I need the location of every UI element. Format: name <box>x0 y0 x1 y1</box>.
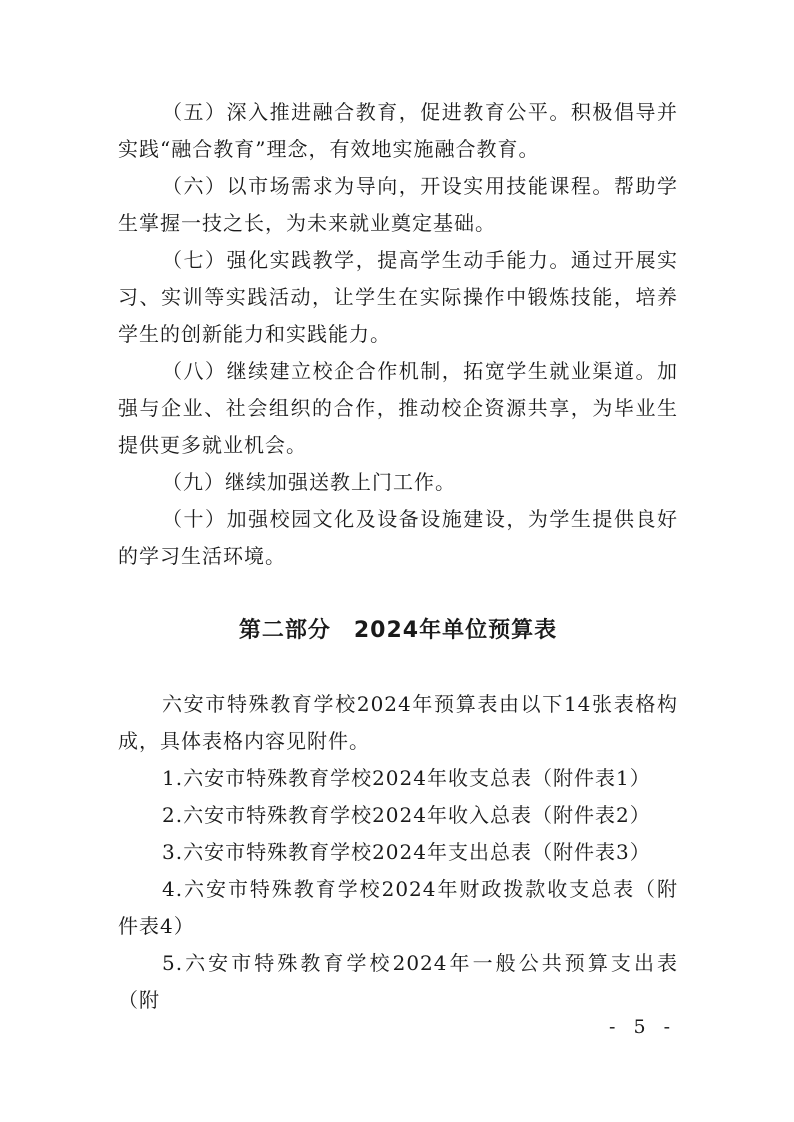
paragraph-8: （八）继续建立校企合作机制，拓宽学生就业渠道。加强与企业、社会组织的合作，推动校企资源共享，为毕业生提供更多就业机会。 <box>118 359 678 457</box>
spacer-before-heading <box>118 575 678 612</box>
list-item-4: 4.六安市特殊教育学校2024年财政拨款收支总表（附件表4） <box>118 877 678 938</box>
paragraph-9: （九）继续加强送教上门工作。 <box>162 470 456 494</box>
page-number: - 5 - <box>608 1016 676 1038</box>
list-item-3: 3.六安市特殊教育学校2024年支出总表（附件表3） <box>162 840 651 864</box>
list-item-5: 5.六安市特殊教育学校2024年一般公共预算支出表（附 <box>118 951 678 1012</box>
list-item-1: 1.六安市特殊教育学校2024年收支总表（附件表1） <box>162 766 651 790</box>
paragraph-5: （五）深入推进融合教育，促进教育公平。积极倡导并实践“融合教育”理念，有效地实施融合教育。 <box>118 100 678 161</box>
document-body <box>118 94 678 1019</box>
spacer-after-heading <box>118 649 678 686</box>
paragraph-7: （七）强化实践教学，提高学生动手能力。通过开展实习、实训等实践活动，让学生在实际操作中锻炼技能，培养学生的创新能力和实践能力。 <box>118 248 678 346</box>
list-item-2: 2.六安市特殊教育学校2024年收入总表（附件表2） <box>162 803 651 827</box>
section-heading: 第二部分 2024年单位预算表 <box>238 618 558 643</box>
paragraph-6: （六）以市场需求为导向，开设实用技能课程。帮助学生掌握一技之长，为未来就业奠定基础。 <box>118 174 678 235</box>
paragraph-10: （十）加强校园文化及设备设施建设，为学生提供良好的学习生活环境。 <box>118 507 678 568</box>
intro-paragraph: 六安市特殊教育学校2024年预算表由以下14张表格构成，具体表格内容见附件。 <box>118 692 678 753</box>
